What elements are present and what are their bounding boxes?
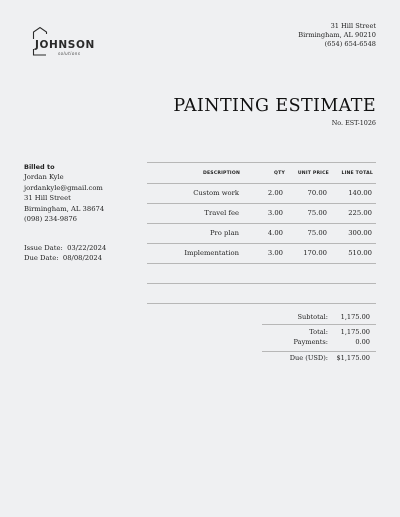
header-qty: QTY: [274, 171, 285, 176]
document-title: PAINTING ESTIMATE: [173, 96, 376, 116]
billed-to-block: [24, 162, 104, 224]
row-description: Pro plan: [209, 229, 239, 237]
company-address-line: Birmingham, AL 90210: [298, 31, 376, 39]
issue-date-label: Issue Date:: [24, 244, 63, 252]
company-address-line: 31 Hill Street: [330, 22, 376, 30]
client-phone: (098) 234-9876: [24, 215, 78, 224]
row-description: Implementation: [184, 249, 239, 257]
table-row: [147, 243, 376, 263]
client-street: 31 Hill Street: [24, 194, 71, 203]
due-date: [24, 253, 106, 263]
table-row: [147, 203, 376, 223]
amount-due-value: $1,175.00: [336, 354, 370, 362]
due-date-label: Due Date:: [24, 254, 59, 263]
company-address: [298, 22, 376, 49]
row-qty: 3.00: [267, 249, 283, 257]
estimate-number: No. EST-1026: [331, 119, 376, 127]
row-unit-price: 170.00: [303, 249, 327, 257]
subtotal-value: 1,175.00: [340, 313, 370, 321]
row-unit-price: 75.00: [307, 229, 327, 237]
issue-date: [24, 243, 106, 253]
row-description: Travel fee: [204, 209, 239, 217]
row-line-total: 300.00: [348, 229, 372, 237]
dates-block: [24, 243, 106, 264]
row-unit-price: 75.00: [307, 209, 327, 217]
row-qty: 4.00: [267, 229, 283, 237]
totals-divider: [262, 351, 376, 352]
row-line-total: 140.00: [348, 189, 372, 197]
row-line-total: 225.00: [348, 209, 372, 217]
payments-label: Payments:: [293, 338, 328, 346]
row-qty: 3.00: [267, 209, 283, 217]
issue-date-value: 03/22/2024: [67, 244, 107, 252]
header-description: DESCRIPTION: [202, 171, 240, 176]
payments-value: 0.00: [355, 338, 370, 346]
company-name: JOHNSON: [35, 39, 95, 51]
table-divider: [147, 303, 376, 304]
table-row: [147, 183, 376, 203]
totals-divider: [262, 324, 376, 325]
client-city: Birmingham, AL 38674: [24, 204, 105, 213]
subtotal-label: Subtotal:: [297, 313, 328, 321]
billed-to-label: Billed to: [24, 163, 55, 171]
table-divider: [147, 283, 376, 284]
client-name: Jordan Kyle: [24, 173, 64, 182]
header-line-total: LINE TOTAL: [341, 171, 373, 176]
table-divider: [147, 263, 376, 264]
row-qty: 2.00: [267, 189, 283, 197]
table-row: [147, 223, 376, 243]
company-phone: (654) 654-6548: [324, 40, 376, 48]
company-tagline: solutions: [58, 51, 81, 56]
due-date-value: 08/08/2024: [62, 254, 103, 263]
client-email: jordankyle@gmail.com: [24, 183, 103, 192]
amount-due-label: Due (USD):: [289, 354, 328, 362]
row-description: Custom work: [193, 189, 239, 197]
total-value: 1,175.00: [340, 328, 370, 336]
table-divider: [147, 162, 376, 163]
header-unit-price: UNIT PRICE: [297, 171, 329, 176]
row-line-total: 510.00: [348, 249, 372, 257]
company-logo: [32, 26, 95, 58]
row-unit-price: 70.00: [307, 189, 327, 197]
total-label: Total:: [309, 328, 328, 336]
